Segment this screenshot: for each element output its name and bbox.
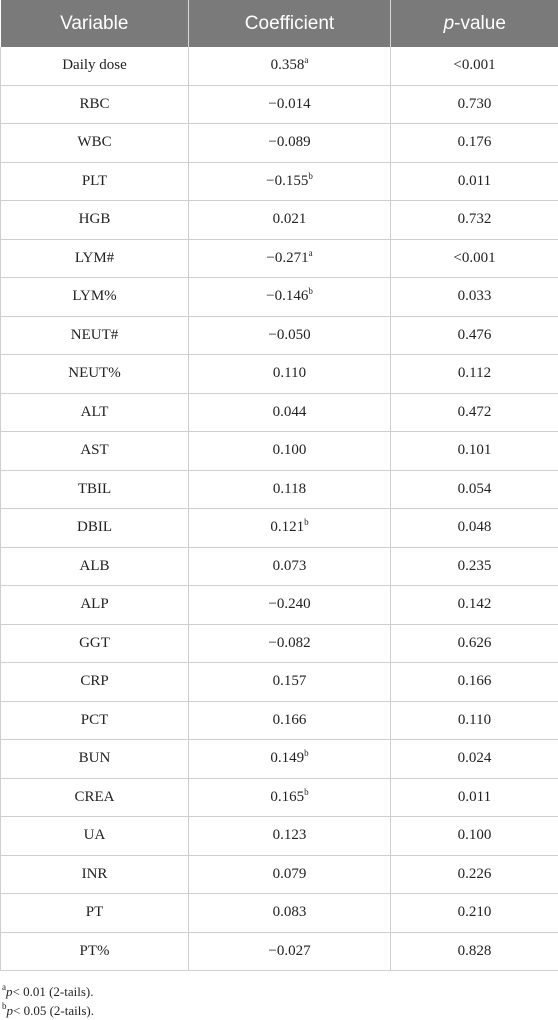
cell-coefficient xyxy=(189,547,391,586)
significance-mark: a xyxy=(308,247,313,258)
cell-variable: NEUT% xyxy=(1,355,189,394)
footnotes xyxy=(2,982,94,1020)
footnote-b-p: p xyxy=(6,1003,13,1018)
cell-coefficient xyxy=(189,355,391,394)
table-row xyxy=(1,201,558,240)
coefficient-value: 0.079 xyxy=(272,865,307,882)
cell-coefficient xyxy=(189,624,391,663)
cell-coefficient xyxy=(189,586,391,625)
footnote-a xyxy=(2,982,94,1001)
coefficient-value: 0.121 xyxy=(270,519,305,536)
cell-variable: AST xyxy=(1,432,189,471)
header-p-value xyxy=(391,0,558,47)
significance-mark: b xyxy=(308,286,313,297)
header-variable: Variable xyxy=(1,0,189,47)
header-p-rest: -value xyxy=(454,12,506,34)
cell-p-value: 0.033 xyxy=(391,278,558,317)
cell-variable: UA xyxy=(1,817,189,856)
cell-coefficient xyxy=(189,278,391,317)
cell-variable: TBIL xyxy=(1,470,189,509)
cell-p-value: <0.001 xyxy=(391,239,558,278)
cell-p-value: 0.176 xyxy=(391,124,558,163)
table-row xyxy=(1,470,558,509)
table-row xyxy=(1,740,558,779)
cell-p-value: 0.011 xyxy=(391,778,558,817)
cell-p-value: 0.732 xyxy=(391,201,558,240)
cell-p-value: <0.001 xyxy=(391,47,558,85)
cell-variable: Daily dose xyxy=(1,47,189,85)
cell-coefficient xyxy=(189,509,391,548)
cell-p-value: 0.730 xyxy=(391,85,558,124)
coefficient-value: −0.050 xyxy=(268,326,311,343)
coefficient-value: −0.089 xyxy=(268,134,311,151)
cell-coefficient xyxy=(189,701,391,740)
table-row xyxy=(1,124,558,163)
cell-variable: RBC xyxy=(1,85,189,124)
table-row xyxy=(1,894,558,933)
cell-coefficient xyxy=(189,817,391,856)
coefficient-value: 0.358 xyxy=(270,57,305,74)
table-row xyxy=(1,624,558,663)
coefficient-value: −0.082 xyxy=(268,634,311,651)
table-row xyxy=(1,316,558,355)
significance-mark: a xyxy=(304,55,309,66)
coefficient-value: 0.100 xyxy=(272,442,307,459)
coefficient-value: 0.149 xyxy=(270,750,305,767)
cell-p-value: 0.226 xyxy=(391,855,558,894)
table-row xyxy=(1,663,558,702)
table-row xyxy=(1,855,558,894)
cell-coefficient xyxy=(189,85,391,124)
cell-coefficient xyxy=(189,855,391,894)
cell-variable: PLT xyxy=(1,162,189,201)
cell-variable: LYM% xyxy=(1,278,189,317)
table-row xyxy=(1,778,558,817)
cell-variable: NEUT# xyxy=(1,316,189,355)
footnote-b xyxy=(2,1001,94,1020)
table-row xyxy=(1,278,558,317)
coefficient-value: 0.157 xyxy=(272,673,307,690)
cell-variable: ALP xyxy=(1,586,189,625)
cell-coefficient xyxy=(189,432,391,471)
cell-coefficient xyxy=(189,316,391,355)
table-row xyxy=(1,509,558,548)
cell-p-value: 0.011 xyxy=(391,162,558,201)
cell-variable: HGB xyxy=(1,201,189,240)
table-row xyxy=(1,586,558,625)
cell-coefficient xyxy=(189,393,391,432)
coefficient-value: −0.014 xyxy=(268,95,311,112)
coefficient-value: 0.044 xyxy=(272,403,307,420)
significance-mark: b xyxy=(304,786,309,797)
cell-variable: PT% xyxy=(1,932,189,971)
significance-mark: b xyxy=(304,748,309,759)
cell-p-value: 0.142 xyxy=(391,586,558,625)
cell-p-value: 0.054 xyxy=(391,470,558,509)
cell-p-value: 0.112 xyxy=(391,355,558,394)
cell-variable: LYM# xyxy=(1,239,189,278)
cell-variable: CREA xyxy=(1,778,189,817)
coefficient-value: −0.240 xyxy=(268,596,311,613)
cell-coefficient xyxy=(189,778,391,817)
cell-variable: PT xyxy=(1,894,189,933)
cell-p-value: 0.472 xyxy=(391,393,558,432)
footnote-a-mark: a xyxy=(2,982,6,992)
cell-coefficient xyxy=(189,894,391,933)
cell-p-value: 0.110 xyxy=(391,701,558,740)
cell-p-value: 0.101 xyxy=(391,432,558,471)
coefficient-value: −0.146 xyxy=(266,288,309,305)
cell-variable: WBC xyxy=(1,124,189,163)
cell-coefficient xyxy=(189,124,391,163)
table-row xyxy=(1,393,558,432)
cell-coefficient xyxy=(189,239,391,278)
cell-variable: INR xyxy=(1,855,189,894)
footnote-a-text: < 0.01 (2-tails). xyxy=(12,984,94,999)
significance-mark: b xyxy=(308,170,313,181)
cell-p-value: 0.166 xyxy=(391,663,558,702)
cell-variable: ALB xyxy=(1,547,189,586)
cell-variable: BUN xyxy=(1,740,189,779)
coefficient-value: 0.165 xyxy=(270,788,305,805)
table-row xyxy=(1,432,558,471)
cell-p-value: 0.235 xyxy=(391,547,558,586)
table-row xyxy=(1,162,558,201)
footnote-b-mark: b xyxy=(2,1001,7,1011)
cell-coefficient xyxy=(189,663,391,702)
cell-p-value: 0.828 xyxy=(391,932,558,971)
cell-p-value: 0.048 xyxy=(391,509,558,548)
cell-p-value: 0.210 xyxy=(391,894,558,933)
cell-coefficient xyxy=(189,740,391,779)
cell-coefficient xyxy=(189,470,391,509)
cell-variable: DBIL xyxy=(1,509,189,548)
coefficient-value: 0.166 xyxy=(272,711,307,728)
table-row xyxy=(1,239,558,278)
cell-variable: GGT xyxy=(1,624,189,663)
cell-coefficient xyxy=(189,932,391,971)
table-row xyxy=(1,932,558,971)
cell-variable: ALT xyxy=(1,393,189,432)
table-row xyxy=(1,355,558,394)
footnote-b-text: < 0.05 (2-tails). xyxy=(13,1003,94,1018)
table-row xyxy=(1,547,558,586)
cell-p-value: 0.476 xyxy=(391,316,558,355)
coefficient-value: −0.155 xyxy=(266,172,309,189)
header-p-italic: p xyxy=(443,12,455,34)
cell-variable: PCT xyxy=(1,701,189,740)
cell-coefficient xyxy=(189,201,391,240)
cell-p-value: 0.626 xyxy=(391,624,558,663)
coefficient-value: 0.021 xyxy=(272,211,307,228)
footnote-a-p: p xyxy=(6,984,13,999)
table-header-row xyxy=(1,0,558,47)
coefficient-value: 0.073 xyxy=(272,557,307,574)
table-row xyxy=(1,817,558,856)
coefficient-value: 0.110 xyxy=(272,365,307,382)
coefficient-value: 0.123 xyxy=(272,827,307,844)
cell-p-value: 0.100 xyxy=(391,817,558,856)
coefficient-value: 0.083 xyxy=(272,904,307,921)
cell-coefficient xyxy=(189,47,391,85)
table-row xyxy=(1,85,558,124)
coefficient-value: −0.271 xyxy=(266,249,309,266)
table-row xyxy=(1,47,558,85)
cell-variable: CRP xyxy=(1,663,189,702)
coefficient-value: −0.027 xyxy=(268,942,311,959)
significance-mark: b xyxy=(304,517,309,528)
cell-coefficient xyxy=(189,162,391,201)
header-coefficient: Coefficient xyxy=(189,0,391,47)
table-body xyxy=(1,47,558,971)
cell-p-value: 0.024 xyxy=(391,740,558,779)
coefficient-value: 0.118 xyxy=(272,480,307,497)
table-row xyxy=(1,701,558,740)
